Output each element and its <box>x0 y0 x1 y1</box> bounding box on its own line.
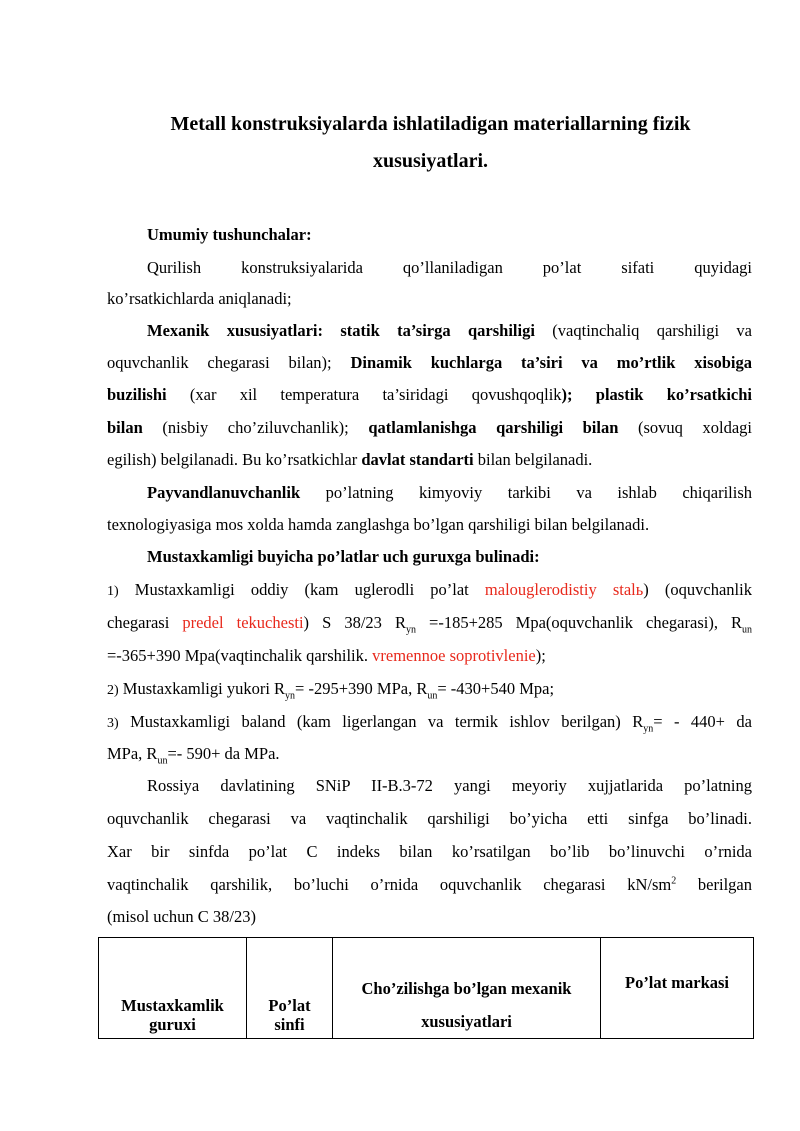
group-item-3-line-2: MPa, $R_{un}=-$ 590+ da MPa. <box>107 744 280 767</box>
group-item-1-line-1: 1) Mustaxkamligi oddiy (kam uglerodli po’lat malouglerodistiy stalь) (oquvchanlik <box>107 580 752 599</box>
paragraph-weldability-line-1: Payvandlanuvchanlik po’latning kimyoviy tarkibi va ishlab chiqarilish <box>147 483 752 502</box>
paragraph-mechanical-line-3: buzilishi (xar xil temperatura ta’siridagi qovushqoqlik); plastik ko’rsatkichi <box>107 385 753 404</box>
title-line-2: xususiyatlari. <box>372 150 489 172</box>
paragraph-russia-line-1: Rossiya davlatining SNiP II-B.3-72 yangi meyoriy xujjatlarida po’latning <box>147 776 752 795</box>
paragraph-mechanical-line-2: oquvchanlik chegarasi bilan); Dinamik kuchlarga ta’siri va mo’rtlik xisobiga <box>107 353 752 372</box>
group-item-3-line-1: 3) Mustaxkamligi baland (kam ligerlangan va termik ishlov berilgan) $R_{yn}= - 440+$ da <box>107 712 752 735</box>
group-item-1-line-3: =-365+390 Mpa(vaqtinchalik qarshilik. vremennoe soprotivlenie); <box>107 646 546 665</box>
title-line-1: Metall konstruksiyalarda ishlatiladigan materiallarning fizik <box>170 113 691 135</box>
paragraph-quality-line-2: ko’rsatkichlarda aniqlanadi; <box>107 289 292 308</box>
header-steel-class: Po’lat sinfi <box>247 938 333 1039</box>
header-strength-group: Mustaxkamlik guruxi <box>99 938 247 1039</box>
paragraph-quality-line-1: Qurilish konstruksiyalarida qo’llaniladigan po’lat sifati quyidagi <box>147 258 752 277</box>
paragraph-weldability-line-2: texnologiyasiga mos xolda hamda zanglashga bo’lgan qarshiligi bilan belgilanadi. <box>107 515 650 534</box>
paragraph-russia-line-3: Xar bir sinfda po’lat C indeks bilan ko’rsatilgan bo’lib bo’linuvchi o’rnida <box>107 842 752 861</box>
group-item-1-line-2: chegarasi predel tekuchesti) S 38/23 $R_{yn} =-185+285$ Mpa(oquvchanlik chegarasi), $R_{un}$ <box>107 613 753 636</box>
groups-heading: Mustaxkamligi buyicha po’latlar uch guruxga bulinadi: <box>147 547 540 566</box>
paragraph-russia-line-4: vaqtinchalik qarshilik, bo’luchi o’rnida oquvchanlik chegarasi $kN/sm^2$ berilgan <box>107 875 752 894</box>
paragraph-mechanical-line-1: Mexanik xususiyatlari: statik ta’sirga qarshiligi (vaqtinchaliq qarshiligi va <box>147 321 752 340</box>
paragraph-mechanical-line-4: bilan (nisbiy cho’ziluvchanlik); qatlamlanishga qarshiligi bilan (sovuq xoldagi <box>107 418 752 437</box>
paragraph-russia-line-5: (misol uchun C 38/23) <box>107 907 256 926</box>
steel-groups-table <box>98 937 754 1039</box>
header-steel-grade: Po’lat markasi <box>601 938 754 1039</box>
table-header-row <box>99 938 754 1039</box>
paragraph-mechanical-line-5: egilish) belgilanadi. Bu ko’rsatkichlar davlat standarti bilan belgilanadi. <box>107 450 593 469</box>
group-item-2: 2) Mustaxkamligi yukori $R_{yn}= -295+390$ MPa, $R_{un}= -430+540$ Mpa; <box>107 679 555 702</box>
section-heading: Umumiy tushunchalar: <box>147 225 312 244</box>
header-tensile-properties: Cho’zilishga bo’lgan mexanik xususiyatlari <box>333 938 601 1039</box>
paragraph-russia-line-2: oquvchanlik chegarasi va vaqtinchalik qarshiligi bo’yicha etti sinfga bo’linadi. <box>107 809 752 828</box>
